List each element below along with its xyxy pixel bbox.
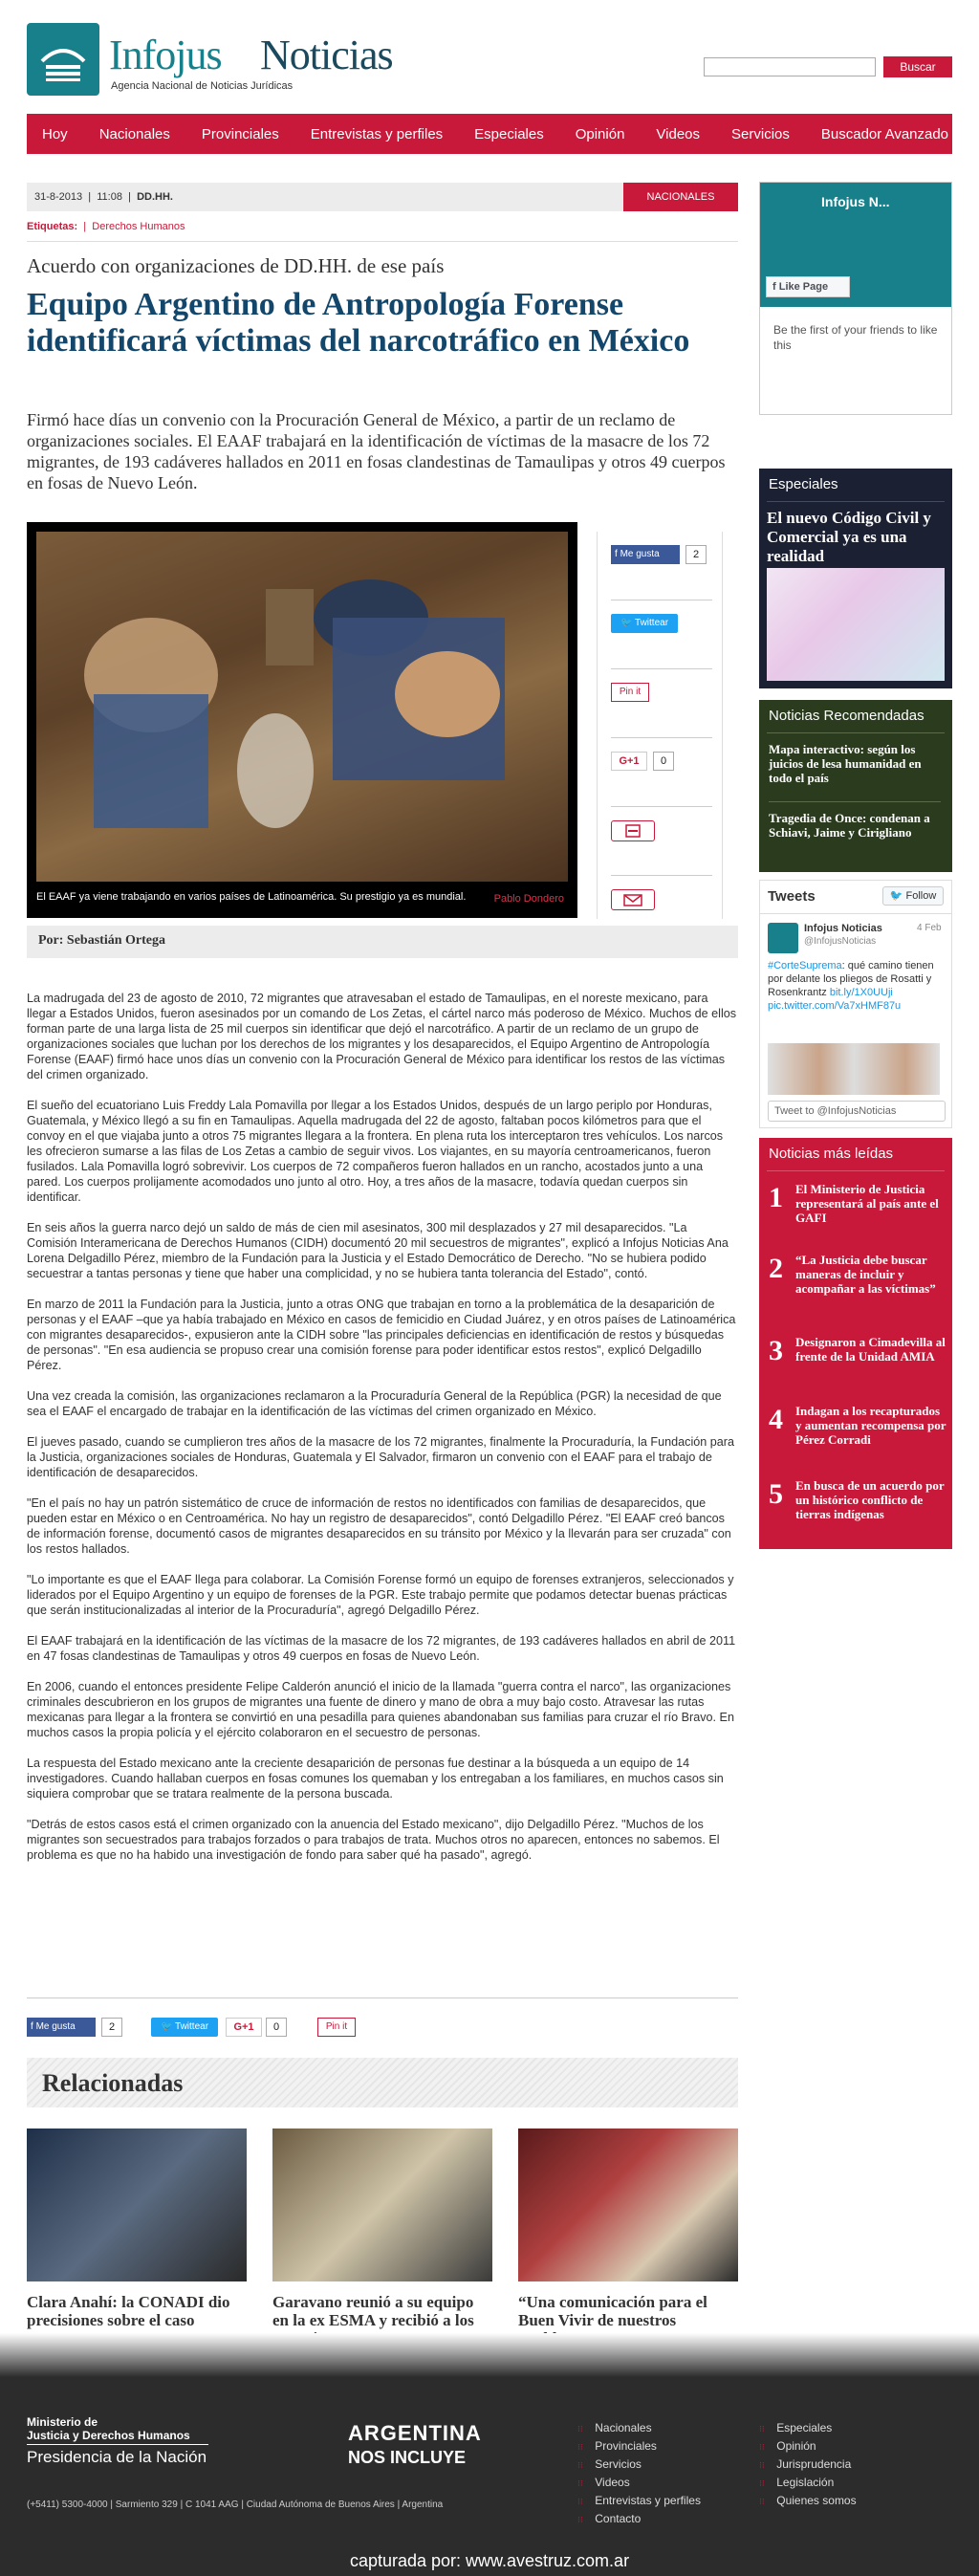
divider <box>769 801 941 802</box>
article-meta-bar: 31-8-2013 | 11:08 | DD.HH. <box>27 183 738 211</box>
divider <box>27 2444 208 2445</box>
tweet-button-bottom[interactable]: 🐦 Twittear <box>151 2018 218 2037</box>
related-image[interactable] <box>518 2128 738 2281</box>
body-paragraph: Una vez creada la comisión, las organizaciones reclamaron a la Procuraduría General de la República (PGR) la necesidad de que sea el EAAF el encargado de trabajar en la identificación de las víctimas del crimen organizado en México. <box>27 1389 722 1418</box>
nav-item-videos[interactable]: Videos <box>656 125 701 142</box>
tweet-user[interactable]: Infojus Noticias <box>804 923 882 934</box>
mas-leida-title[interactable]: En busca de un acuerdo por un histórico conflicto de tierras indígenas <box>795 1478 945 1521</box>
logo-subtitle: Agencia Nacional de Noticias Jurídicas <box>111 80 294 92</box>
rank-number: 1 <box>769 1182 783 1213</box>
main-nav <box>27 114 952 154</box>
body-paragraph: "Detrás de estos casos está el crimen organizado con la anuencia del Estado mexicano", dijo Delgadillo Pérez. "Muchos de los migrantes son secuestrados para trabajos forzados o para trabajos de trata. Muchos otros no aparecen, entonces no sabemos. El problema es que no ha habido una investigación de fondo para saber qué ha pasado", agregó. <box>27 1818 720 1862</box>
ministry-line-1: Ministerio de <box>27 2415 98 2429</box>
article-author: Por: Sebastián Ortega <box>27 926 738 958</box>
photo-image <box>36 532 568 882</box>
nav-item-buscador[interactable]: Buscador Avanzado <box>820 125 949 142</box>
body-paragraph: El EAAF trabajará en la identificación de las víctimas de la masacre de los 72 migrantes, de 193 cadáveres hallados en abril de 2011 en 47 fosas clandestinas de Tamaulipas y otros 49 cuerpos en fosas de Nuevo León. <box>27 1634 736 1663</box>
related-title[interactable]: Garavano reunió a su equipo en la ex ESMA y recibió a los <box>272 2293 474 2329</box>
tweet-link[interactable]: bit.ly/1X0UUji <box>829 987 893 998</box>
footer-link[interactable]: ⁝⁝ Contacto <box>577 2512 641 2525</box>
related-card[interactable] <box>272 2128 492 2347</box>
body-paragraph: El sueño del ecuatoriano Luis Freddy Lala Pomavilla por llegar a los Estados Unidos, después de un largo periplo por Honduras, Guatemala, y México llegó a su fin en Tamaulipas. Aquella madrugada del 22 de agosto, faltaban pocos kilómetros para que el convoy en el que viajaba junto a otros 75 migrantes llegara a la frontera. En plena ruta los interceptaron tres vehículos. Los narcos les ofrecieron sumarse a las filas de Los Zetas a cambio de seguir vivos. Los viajantes, en su mayoría centroamericanos, fueron fusilados. Lala Pomavilla logró sobrevivir. Los cuerpos de 72 compañeros fueron hallados en un rancho, acostados junto a una pared. Los cuerpos prolijamente acomodados uno junto al otro. Hoy, a tres años de la masacre, todavía quedan cuerpos sin identificar. <box>27 1099 724 1204</box>
related-title[interactable]: Clara Anahí: la CONADI dio precisiones sobre el caso <box>27 2293 230 2329</box>
body-paragraph: "En el país no hay un patrón sistemático de cruce de información de restos no identificados con familias de desaparecidos, que pueden estar en México o en Centroamérica. No hay un registro de desaparecidos", contó Delgadillo Pérez. "El EAAF creó bancos de información forense, documentó casos de migrantes desaparecidos en su tránsito por México y la llevarán para ser cruzada" con los restos hallados. <box>27 1496 731 1556</box>
especiales-title[interactable]: El nuevo Código Civil y Comercial ya es una realidad <box>767 509 931 565</box>
related-header <box>27 2058 738 2107</box>
ministry-line-2: Justicia y Derechos Humanos <box>27 2429 190 2442</box>
rank-number: 2 <box>769 1253 783 1284</box>
footer-link[interactable]: ⁝⁝ Jurisprudencia <box>759 2457 851 2471</box>
pinterest-button-bottom[interactable]: Pin it <box>317 2018 356 2037</box>
facebook-count-bottom: 2 <box>101 2018 122 2037</box>
article-lead: Firmó hace días un convenio con la Procuración General de México, a partir de un reclamo de organizaciones sociales. El EAAF trabajará en la identificación de víctimas de la masacre de los 72 migrantes, de 193 cadáveres hallados en 2011 en fosas clandestinas de Tamaulipas y otros 49 cuerpos en fosas de Nuevo León. <box>27 410 726 492</box>
share-row-facebook <box>611 532 712 600</box>
especiales-heading: Especiales <box>769 476 838 492</box>
recomendada-item[interactable]: Mapa interactivo: según los juicios de lesa humanidad en todo el país <box>769 742 922 785</box>
recomendadas-box <box>759 700 952 872</box>
body-paragraph: "Lo importante es que el EAAF llega para colaborar. La Comisión Forense formó un equipo de forenses extranjeros, seleccionados y liderados por el Equipo Argentino y un equipo de forenses de la PGR. Este trabajo permite que podamos detectar buenas prácticas que serán institucionalizadas al interior de la Procuraduría", agregó Delgadillo Pérez. <box>27 1573 734 1617</box>
tag-link[interactable]: Derechos Humanos <box>92 221 185 232</box>
nav-item-servicios[interactable]: Servicios <box>731 125 790 142</box>
tweet-image[interactable] <box>768 1043 940 1095</box>
nav-item-provinciales[interactable]: Provinciales <box>201 125 279 142</box>
tweet-handle[interactable]: @InfojusNoticias <box>804 936 877 947</box>
logo-icon[interactable] <box>27 23 99 96</box>
slogan-line-2: NOS INCLUYE <box>348 2448 467 2467</box>
nav-item-entrevistas[interactable]: Entrevistas y perfiles <box>310 125 444 142</box>
footer-link[interactable]: ⁝⁝ Legislación <box>759 2476 834 2489</box>
footer-link[interactable]: ⁝⁝ Opinión <box>759 2439 816 2453</box>
tags-label: Etiquetas: <box>27 221 78 232</box>
related-card[interactable] <box>518 2128 738 2347</box>
nav-item-hoy[interactable]: Hoy <box>42 125 68 142</box>
mas-leida-title[interactable]: El Ministerio de Justicia representará al país ante el GAFI <box>795 1182 939 1225</box>
related-image[interactable] <box>27 2128 247 2281</box>
divider <box>767 732 945 733</box>
section-badge[interactable]: NACIONALES <box>623 183 738 211</box>
body-paragraph: En seis años la guerra narco dejó un saldo de más de cien mil asesinatos, 300 mil desplazados y 27 mil desaparecidos. "La Comisión Interamericana de Derechos Humanos (CIDH) documentó 20 mil secuestros de migrantes", explicó a Infojus Noticias Ana Lorena Delgadillo Pérez, miembro de la Fundación para la Justicia y el Estado Democrático de Derecho. "No se hubiera podido secuestrar a tantas personas y tiene que haber una complicidad, y no se hubiera tanta tolerancia del Estado", contó. <box>27 1221 729 1280</box>
tweet-button[interactable]: 🐦 Twittear <box>611 614 678 633</box>
facebook-like-page-button[interactable]: f Like Page <box>766 276 850 297</box>
share-row-print <box>611 807 712 876</box>
related-card[interactable] <box>27 2128 247 2329</box>
email-icon[interactable] <box>611 889 655 910</box>
body-paragraph: La respuesta del Estado mexicano ante la creciente desaparición de personas fue destinar a la búsqueda a un equipo de 14 investigadores. Cuando hallaban cuerpos en fosas comunes los quemaban y los entregaban a los familiares, en muchos casos sin siquiera comprobar que se tratara realmente de la persona buscada. <box>27 1757 724 1801</box>
related-heading: Relacionadas <box>42 2069 184 2097</box>
article-body <box>27 991 738 1878</box>
mas-leida-title[interactable]: “La Justicia debe buscar maneras de incluir y acompañar a las víctimas” <box>795 1253 936 1296</box>
gplus-count-bottom: 0 <box>266 2018 287 2037</box>
mas-leidas-heading: Noticias más leídas <box>769 1146 894 1162</box>
pinterest-button[interactable]: Pin it <box>611 683 649 702</box>
rank-number: 3 <box>769 1335 783 1366</box>
tweet-to-button[interactable]: Tweet to @InfojusNoticias <box>768 1101 946 1122</box>
twitter-widget <box>759 880 952 1128</box>
share-column <box>597 532 723 919</box>
slogan-line-1: ARGENTINA <box>348 2421 482 2445</box>
share-row-twitter <box>611 600 712 669</box>
share-row-gplus <box>611 738 712 807</box>
related-image[interactable] <box>272 2128 492 2281</box>
capture-watermark: capturada por: www.avestruz.com.ar <box>349 2551 630 2570</box>
facebook-page-name[interactable]: Infojus N... <box>821 194 890 209</box>
article-section[interactable]: DD.HH. <box>137 191 173 203</box>
body-paragraph: En 2006, cuando el entonces presidente Felipe Calderón anunció el inicio de la llamada "guerra contra el narco", las organizaciones criminales descubrieron en los grupos de migrantes una fuente de dinero y mano de obra a muy bajo costo. Atravesar las rutas mexicanas para llegar a la frontera se convirtió en una pesadilla para quienes abandonaban sus familias para cruzar el río Bravo. En muchos casos la propia policía y el ejército colaboraron en el secuestro de personas. <box>27 1680 734 1739</box>
especiales-box[interactable] <box>759 469 952 688</box>
footer-link[interactable]: ⁝⁝ Provinciales <box>577 2439 657 2453</box>
tweet-text: #CorteSuprema: qué camino tienen por delante los pliegos de Rosatti y Rosenkrantz bit.ly/1X0UUji pic.twitter.com/Va7xHMF87u <box>768 960 934 1012</box>
body-paragraph: El jueves pasado, cuando se cumplieron tres años de la masacre de los 72 migrantes, finalmente la Procuraduría, la Fundación para la Justicia, organizaciones sociales de Honduras, Guatemala y El Salvador, firmaron un convenio con el EAAF para el trabajo de identificación de desaparecidos. <box>27 1435 734 1479</box>
footer-link[interactable]: ⁝⁝ Servicios <box>577 2457 642 2471</box>
article-time: 11:08 <box>97 191 122 203</box>
related-title[interactable]: “Una comunicación para el Buen Vivir de nuestros <box>518 2293 707 2329</box>
site-header <box>27 19 734 100</box>
recomendada-item[interactable]: Tragedia de Once: condenan a Schiavi, Jaime y Cirigliano <box>769 811 930 840</box>
gplus-button[interactable]: G+1 <box>611 752 647 771</box>
footer-link[interactable]: ⁝⁝ Videos <box>577 2476 630 2489</box>
tweet-date[interactable]: 4 Feb <box>917 923 942 933</box>
logo-text-infojus[interactable]: Infojus <box>109 32 222 78</box>
article-date: 31-8-2013 <box>34 191 83 203</box>
facebook-like-button-bottom[interactable]: f Me gusta <box>27 2018 96 2037</box>
especiales-image[interactable] <box>767 568 945 681</box>
facebook-banner[interactable] <box>760 183 951 307</box>
avatar[interactable] <box>768 923 798 953</box>
gplus-button-bottom[interactable]: G+1 <box>226 2018 262 2037</box>
article-kicker: Acuerdo con organizaciones de DD.HH. de ese país <box>27 254 445 277</box>
share-row-pinterest <box>611 669 712 738</box>
divider <box>767 1170 945 1171</box>
photo-caption: El EAAF ya viene trabajando en varios países de Latinoamérica. Su prestigio ya es mundial. <box>36 891 467 903</box>
facebook-like-button[interactable]: f Me gusta <box>611 545 680 564</box>
divider <box>760 913 951 914</box>
print-icon[interactable] <box>611 820 655 841</box>
footer-shade <box>0 2333 979 2377</box>
nav-item-nacionales[interactable]: Nacionales <box>98 125 170 142</box>
tweets-heading: Tweets <box>768 888 816 905</box>
search-button[interactable]: Buscar <box>883 56 952 77</box>
nav-item-especiales[interactable]: Especiales <box>474 125 544 142</box>
body-paragraph: En marzo de 2011 la Fundación para la Justicia, junto a otras ONG que trabajan en torno a la problemática de la desaparición de personas y el EAAF –que ya había trabajado en México en casos de femicidio en Ciudad Juárez, y en otros países de Latinoamérica con migrantes desaparecidos-, expusieron ante la CIDH sobre "las principales deficiencias en identificación de restos y búsquedas de personas". "En esa audiencia se propuso crear una comisión forense para poder identificar estos restos", explicó Delgadillo Pérez. <box>27 1298 736 1372</box>
gplus-count: 0 <box>653 752 674 771</box>
body-paragraph: La madrugada del 23 de agosto de 2010, 72 migrantes que atravesaban el estado de Tamaulipas, en el noreste mexicano, para llegar a Estados Unidos, fueron asesinados por un comando de Los Zetas, el cártel narco más poderoso de México. Muchos de ellos forman parte de una larga lista de 25 mil cuerpos sin identificar que dejó el narcotráfico. A partir de un reclamo de un grupo de organizaciones sociales que luchan por los derechos de los migrantes y los desaparecidos, el Equipo Argentino de Antropología Forense (EAAF) firmó hace unos días un convenio con la Procuración General de México para identificar los restos de las víctimas del crimen organizado. <box>27 992 737 1081</box>
footer-link[interactable]: ⁝⁝ Quienes somos <box>759 2494 857 2507</box>
article-title: Equipo Argentino de Antropología Forense identificará víctimas del narcotráfico en México <box>27 287 690 359</box>
article-photo[interactable] <box>27 522 577 918</box>
logo-text-noticias[interactable]: Noticias <box>260 32 393 78</box>
divider <box>27 241 738 242</box>
footer-link[interactable]: ⁝⁝ Entrevistas y perfiles <box>577 2494 701 2507</box>
mas-leidas-box <box>759 1138 952 1549</box>
rank-number: 4 <box>769 1404 783 1435</box>
tags-row: Etiquetas: | Derechos Humanos <box>27 221 185 232</box>
divider <box>27 1997 738 1998</box>
tweet-link[interactable]: pic.twitter.com/Va7xHMF87u <box>768 1000 902 1012</box>
footer-address: (+5411) 5300-4000 | Sarmiento 329 | C 1041 AAG | Ciudad Autónoma de Buenos Aires | Argentina <box>27 2500 444 2510</box>
nav-item-opinion[interactable]: Opinión <box>575 125 625 142</box>
recomendadas-heading: Noticias Recomendadas <box>769 708 925 724</box>
share-bottom-row <box>27 2018 409 2039</box>
facebook-friends-text: Be the first of your friends to like this <box>773 323 938 352</box>
footer-link[interactable]: ⁝⁝ Especiales <box>759 2421 832 2434</box>
divider <box>767 501 945 502</box>
photo-credit: Pablo Dondero <box>493 893 564 905</box>
presidency-logo[interactable]: Presidencia de la Nación <box>27 2448 207 2466</box>
facebook-widget <box>759 182 952 415</box>
footer-link[interactable]: ⁝⁝ Nacionales <box>577 2421 652 2434</box>
site-footer <box>0 2377 979 2576</box>
mas-leida-title[interactable]: Indagan a los recapturados y aumentan recompensa por Pérez Corradi <box>795 1404 946 1447</box>
search-input[interactable] <box>704 57 876 76</box>
twitter-follow-button[interactable]: 🐦 Follow <box>882 886 944 906</box>
rank-number: 5 <box>769 1478 783 1510</box>
tweet-hashtag[interactable]: #CorteSuprema <box>768 960 842 971</box>
mas-leida-title[interactable]: Designaron a Cimadevilla al frente de la Unidad AMIA <box>795 1335 946 1364</box>
facebook-count: 2 <box>685 545 707 564</box>
